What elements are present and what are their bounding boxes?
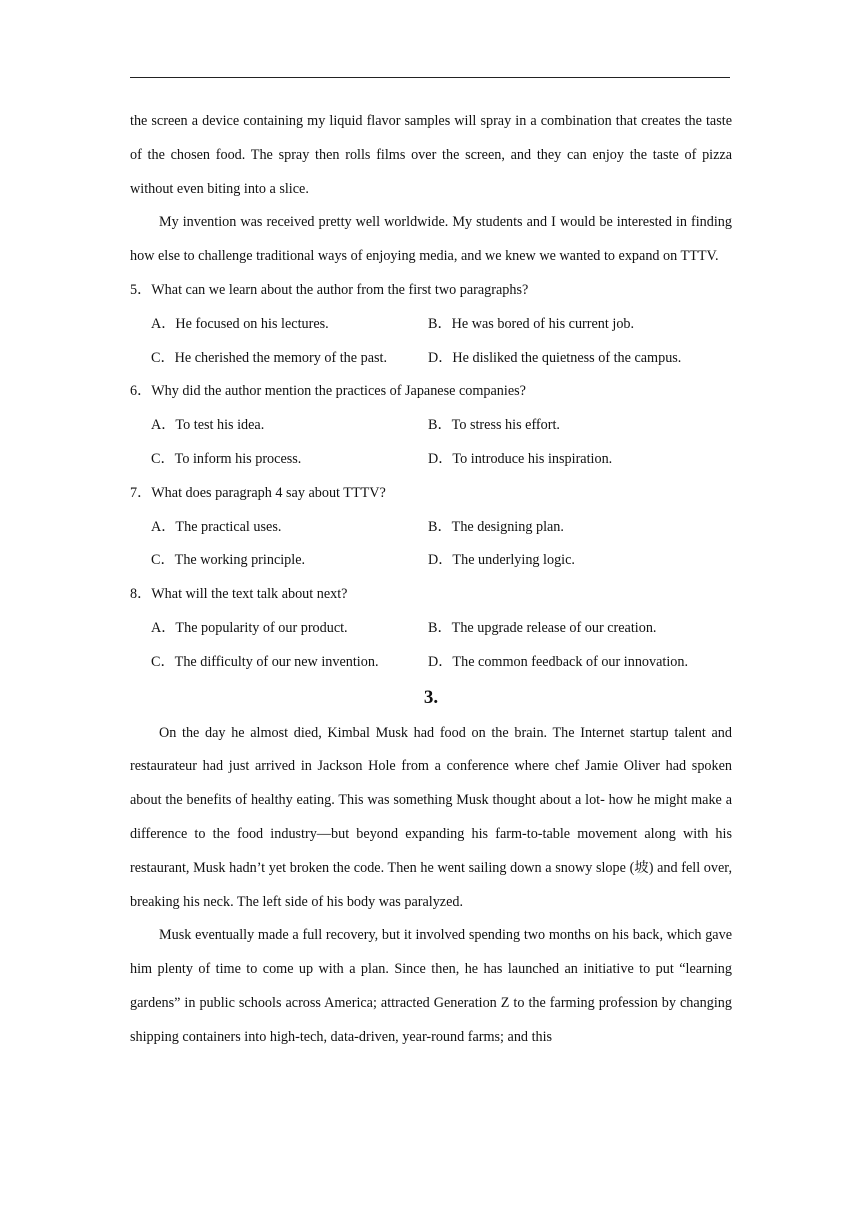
header-rule (130, 77, 730, 78)
option-row (130, 342, 732, 376)
option-a: A．The practical uses. (151, 518, 282, 535)
option-c: C．To inform his process. (151, 450, 302, 467)
option-b: B．The designing plan. (428, 518, 564, 535)
question-stem: 8．What will the text talk about next? (130, 586, 348, 603)
option-a: A．The popularity of our product. (151, 619, 348, 636)
passage-paragraph-continued: the screen a device containing my liquid flavor samples will spray in a combination that creates the taste of the chosen food. The spray then rolls films over the screen, and they can enjoy the taste of pizza without even biting into a slice. (130, 113, 732, 197)
option-row (130, 511, 732, 545)
section-heading: 3. (423, 686, 439, 708)
question-stem: 7．What does paragraph 4 say about TTTV? (130, 484, 386, 501)
option-b: B．To stress his effort. (428, 417, 560, 434)
option-a: A．To test his idea. (151, 417, 265, 434)
question-stem: 5．What can we learn about the author from the first two paragraphs? (130, 281, 529, 298)
option-row (130, 443, 732, 477)
option-d: D．He disliked the quietness of the campus. (428, 349, 682, 366)
passage-paragraph: My invention was received pretty well worldwide. My students and I would be interested in finding how else to challenge traditional ways of enjoying media, and we knew we wanted to expand on TTTV. (130, 214, 732, 265)
option-row (130, 544, 732, 578)
option-row (130, 308, 732, 342)
question-5 (130, 274, 732, 375)
option-c: C．The difficulty of our new invention. (151, 653, 379, 670)
question-stem: 6．Why did the author mention the practices of Japanese companies? (130, 383, 526, 400)
question-8 (130, 578, 732, 679)
option-c: C．The working principle. (151, 552, 306, 569)
option-row (130, 612, 732, 646)
option-b: B．He was bored of his current job. (428, 315, 635, 332)
document-body (130, 105, 732, 1055)
option-d: D．The common feedback of our innovation. (428, 653, 689, 670)
question-6 (130, 375, 732, 476)
question-7 (130, 477, 732, 578)
option-b: B．The upgrade release of our creation. (428, 619, 657, 636)
passage-paragraph: On the day he almost died, Kimbal Musk had food on the brain. The Internet startup talent and restaurateur had just arrived in Jackson Hole from a conference where chef Jamie Oliver had spoken about the benefits of healthy eating. This was something Musk thought about a lot- how he might make a difference to the food industry—but beyond expanding his farm-to-table movement along with his restaurant, Musk hadn’t yet broken the code. Then he went sailing down a snowy slope (坡) and fell over, breaking his neck. The left side of his body was paralyzed. (130, 724, 732, 910)
option-a: A．He focused on his lectures. (151, 315, 329, 332)
passage-paragraph: Musk eventually made a full recovery, but it involved spending two months on his back, which gave him plenty of time to come up with a plan. Since then, he has launched an initiative to put “learning gardens” in public schools across America; attracted Generation Z to the farming profession by changing shipping containers into high-tech, data-driven, year-round farms; and this (130, 927, 732, 1045)
option-row (130, 409, 732, 443)
option-d: D．To introduce his inspiration. (428, 450, 613, 467)
option-row (130, 646, 732, 680)
option-c: C．He cherished the memory of the past. (151, 349, 387, 366)
option-d: D．The underlying logic. (428, 552, 575, 569)
